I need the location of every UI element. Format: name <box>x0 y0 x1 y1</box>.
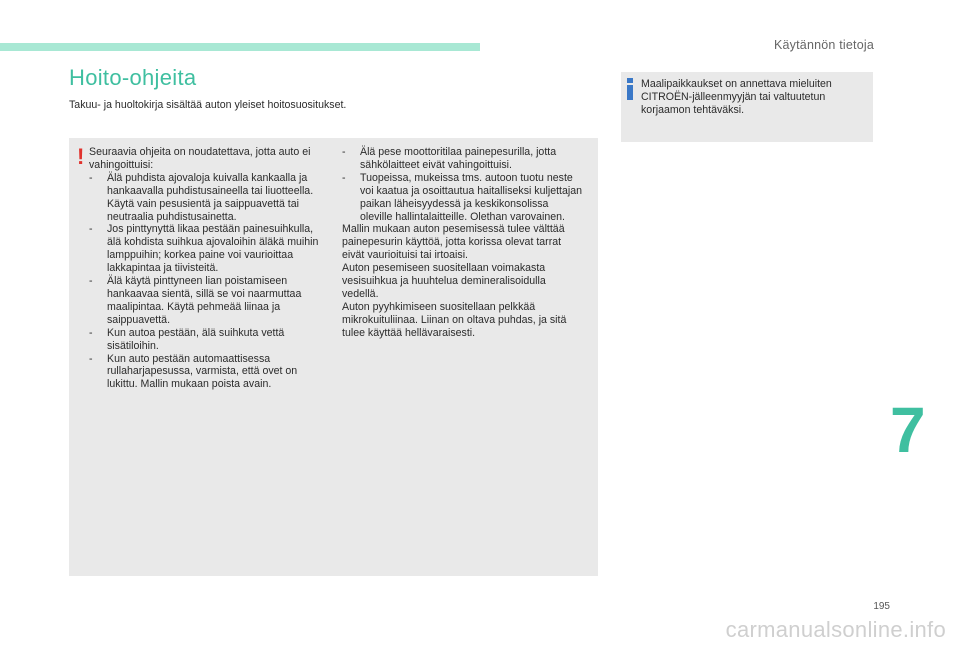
header-accent-bar <box>0 43 480 51</box>
page-number: 195 <box>873 601 890 612</box>
info-icon <box>627 78 633 100</box>
list-item: - Kun auto pestään automaattisessa rullaharjapesussa, varmista, että ovet on lukittu. Mallin mukaan poista avain. <box>89 352 298 391</box>
paragraph: Auton pyyhkimiseen suositellaan pelkkää mikrokuituliinaa. Liinan on oltava puhdas, ja sitä tulee käyttää hellävaraisesti. <box>342 300 567 339</box>
chapter-number: 7 <box>890 394 926 466</box>
warning-box <box>69 138 598 576</box>
list-item: - Älä pese moottoritilaa painepesurilla, jotta sähkölaitteet eivät vahingoittuisi. <box>342 146 557 171</box>
warning-right-column <box>342 146 582 340</box>
watermark: carmanualsonline.info <box>725 617 946 642</box>
info-text: Maalipaikkaukset on annettava mieluiten CITROËN-jälleenmyyjän tai valtuutetun korjaamon tehtäväksi. <box>641 78 832 116</box>
warning-left-column <box>89 146 329 391</box>
info-box <box>621 72 873 142</box>
list-item: - Tuopeissa, mukeissa tms. autoon tuotu neste voi kaatua ja osoittautua haitalliseksi kuljettajan paikan läheisyydessä ja keskikonsolissa oleville hallintalaitteille. Olethan varovainen. <box>342 171 583 223</box>
paragraph: Mallin mukaan auton pesemisessä tulee välttää painepesurin käyttöä, jotta korissa olevat tarrat eivät vaurioituisi tai irtoaisi. <box>342 223 565 262</box>
chapter-title: Käytännön tietoja <box>773 38 874 52</box>
list-item: - Kun autoa pestään, älä suihkuta vettä sisätiloihin. <box>89 326 285 352</box>
list-item: - Älä puhdista ajovaloja kuivalla kankaalla ja hankaavalla puhdistusaineella tai liuotteella. Käytä vain pesusientä ja saippuavettä tai neutraalia puhdistusainetta. <box>89 171 314 223</box>
warning-exclamation-icon: ! <box>77 144 85 169</box>
paragraph: Auton pesemiseen suositellaan voimakasta vesisuihkua ja huuhtelua demineralisoidulla vedellä. <box>342 262 546 300</box>
list-item: - Jos pinttynyttä likaa pestään painesuihkulla, älä kohdista suihkua ajovaloihin äläkä muihin lamppuihin; korkea paine voi vaurioittaa lakkapintaa ja tiivisteitä. <box>89 223 319 275</box>
page-title: Hoito-ohjeita <box>69 65 197 90</box>
intro-text: Takuu- ja huoltokirja sisältää auton yleiset hoitosuositukset. <box>69 99 347 111</box>
warning-lead: Seuraavia ohjeita on noudatettava, jotta auto ei vahingoittuisi: <box>89 146 311 171</box>
list-item: - Älä käytä pinttyneen lian poistamiseen hankaavaa sientä, sillä se voi naarmuttaa maalipintaa. Käytä pehmeää liinaa ja saippuavettä. <box>89 275 302 326</box>
